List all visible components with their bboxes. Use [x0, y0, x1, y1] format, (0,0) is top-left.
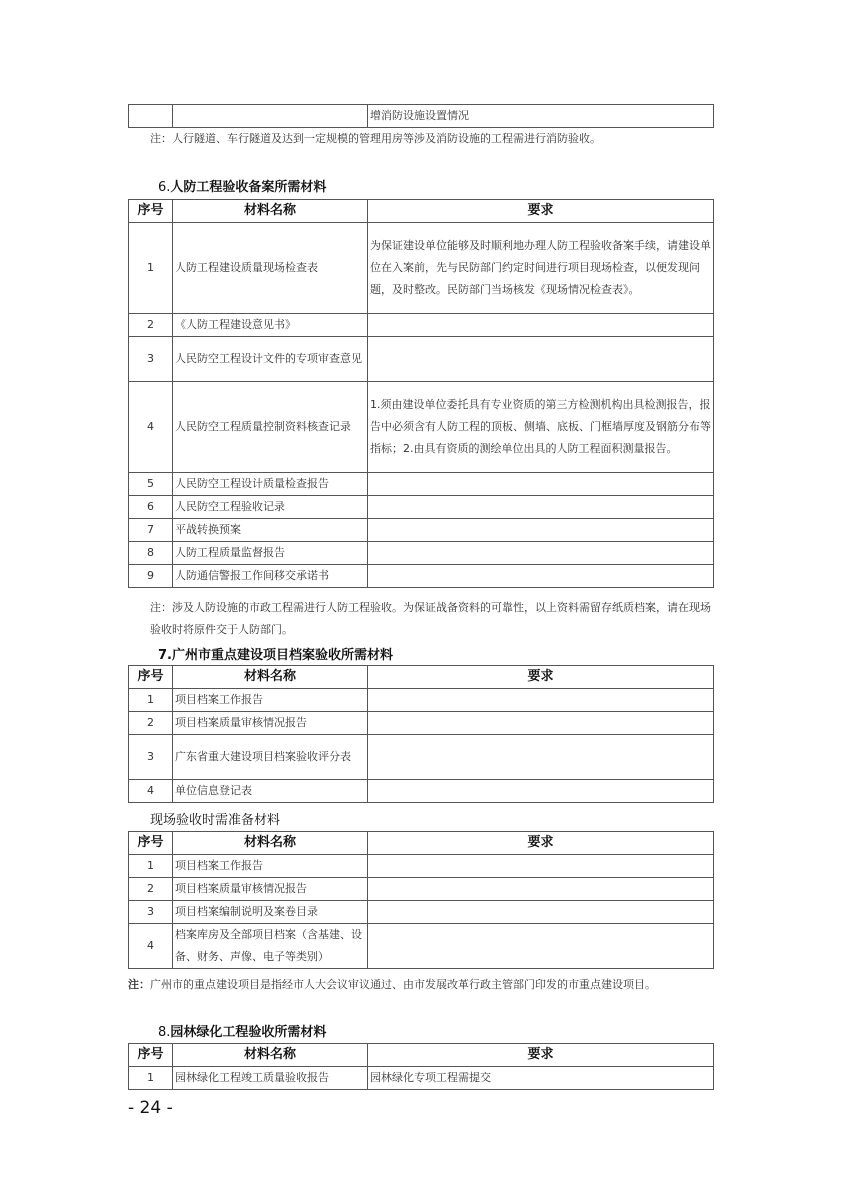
- onsite-table: [128, 831, 714, 969]
- table-row: 2 项目档案质量审核情况报告: [129, 712, 714, 735]
- table-header-row: 序号 材料名称 要求: [129, 200, 714, 223]
- landscaping-table: [128, 1043, 714, 1090]
- section-heading-7: 7.广州市重点建设项目档案验收所需材料: [158, 648, 393, 663]
- cell-text: 增消防设施设置情况: [368, 105, 714, 128]
- table-header-row: 序号 材料名称 要求: [129, 1044, 714, 1067]
- table-row: 4 单位信息登记表: [129, 780, 714, 803]
- table-row: 8 人防工程质量监督报告: [129, 542, 714, 565]
- archive-table: [128, 665, 714, 803]
- table-row: 3 人民防空工程设计文件的专项审查意见: [129, 337, 714, 382]
- table-row: 4 人民防空工程质量控制资料核查记录 1.须由建设单位委托具有专业资质的第三方检测机构出具检测报告，报告中必须含有人防工程的顶板、侧墙、底板、门框墙厚度及钢筋分布等指标；2.由具有资质的测绘单位出具的人防工程面积测量报告。: [129, 382, 714, 473]
- note-fire: 注：人行隧道、车行隧道及达到一定规模的管理用房等涉及消防设施的工程需进行消防验收。: [150, 132, 601, 145]
- table-row: [129, 105, 714, 128]
- note-civil-defense: 注：涉及人防设施的市政工程需进行人防工程验收。为保证战备资料的可靠性，以上资料需留存纸质档案，请在现场验收时将原件交于人防部门。: [150, 601, 711, 636]
- table-row: 3 项目档案编制说明及案卷目录: [129, 901, 714, 924]
- table-row: 9 人防通信警报工作间移交承诺书: [129, 565, 714, 588]
- table-row: 2 项目档案质量审核情况报告: [129, 878, 714, 901]
- table-row: 1 项目档案工作报告: [129, 689, 714, 712]
- table-row: 1 人防工程建设质量现场检查表 为保证建设单位能够及时顺利地办理人防工程验收备案手续，请建设单位在入案前，先与民防部门约定时间进行项目现场检查，以便发现问题，及时整改。民防部门当场核发《现场情况检查表》。: [129, 223, 714, 314]
- top-table: [128, 104, 714, 128]
- note-key-projects: 注：广州市的重点建设项目是指经市人大会议审议通过、由市发展改革行政主管部门印发的市重点建设项目。: [128, 978, 656, 991]
- table-row: 2 《人防工程建设意见书》: [129, 314, 714, 337]
- section-heading-8: 8.园林绿化工程验收所需材料: [158, 1025, 327, 1040]
- table-row: 1 园林绿化工程竣工质量验收报告 园林绿化专项工程需提交: [129, 1067, 714, 1090]
- table-header-row: 序号 材料名称 要求: [129, 832, 714, 855]
- table-row: 4 档案库房及全部项目档案（含基建、设备、财务、声像、电子等类别）: [129, 924, 714, 969]
- onsite-heading: 现场验收时需准备材料: [150, 813, 281, 828]
- civil-defense-table: [128, 199, 714, 588]
- page-number: - 24 -: [128, 1098, 173, 1118]
- table-row: 3 广东省重大建设项目档案验收评分表: [129, 735, 714, 780]
- section-heading-6: 6.人防工程验收备案所需材料: [158, 180, 327, 195]
- table-header-row: 序号 材料名称 要求: [129, 666, 714, 689]
- table-row: 6 人民防空工程验收记录: [129, 496, 714, 519]
- table-row: 7 平战转换预案: [129, 519, 714, 542]
- table-row: 1 项目档案工作报告: [129, 855, 714, 878]
- table-row: 5 人民防空工程设计质量检查报告: [129, 473, 714, 496]
